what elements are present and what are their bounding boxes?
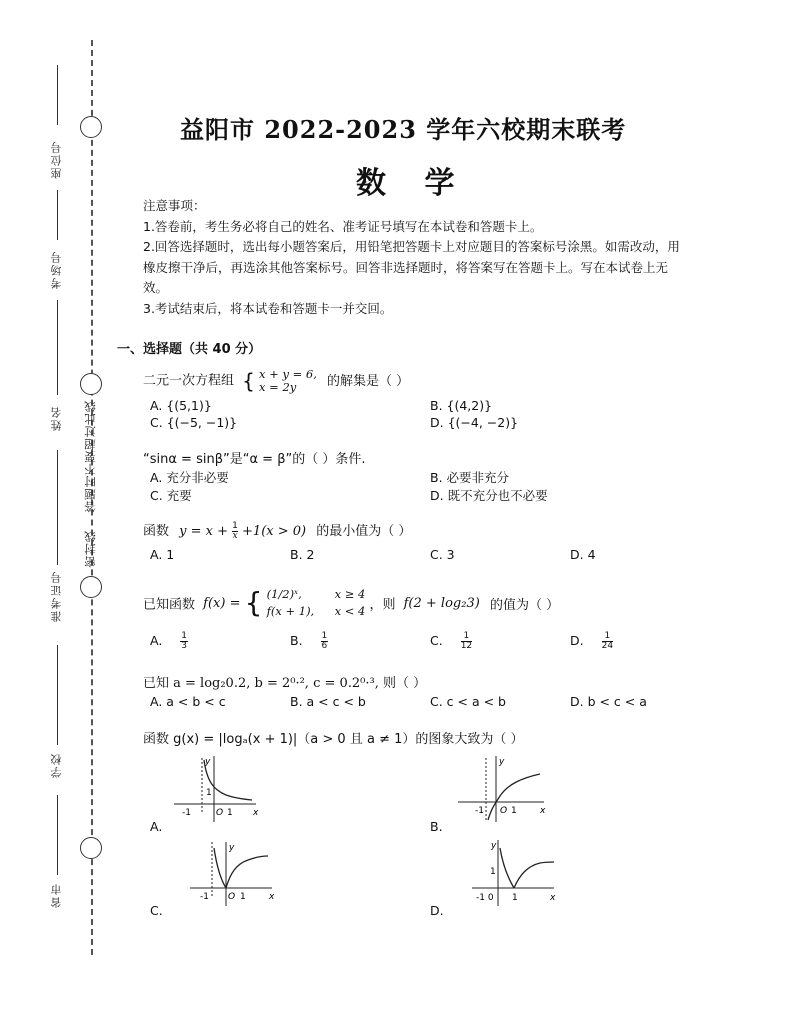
- q1-prefix: 二元一次方程组: [143, 373, 235, 389]
- q5-option-b[interactable]: B. a < c < b: [290, 694, 366, 709]
- binding-hole: [80, 837, 102, 859]
- question-6-stem: 函数 g(x) = |logₐ(x + 1)|（a > 0 且 a ≠ 1）的图象大致为（ ）: [143, 732, 524, 747]
- axis-label-y: y: [205, 757, 211, 767]
- q1-eq2: x = 2y: [259, 380, 297, 394]
- q2-option-b[interactable]: B. 必要非充分: [430, 470, 510, 485]
- q6-graph-a[interactable]: [172, 752, 262, 824]
- question-1-stem: [143, 368, 409, 394]
- q4-option-c[interactable]: [430, 632, 472, 651]
- q1-suffix: 的解集是（ ）: [327, 373, 410, 389]
- q4-cases: [267, 586, 366, 620]
- q3-option-d[interactable]: D. 4: [570, 547, 596, 562]
- axis-label-x: x: [253, 808, 259, 818]
- q4-option-a[interactable]: [150, 632, 188, 651]
- q6-graph-c[interactable]: [188, 838, 278, 908]
- axis-label-y: y: [229, 843, 235, 853]
- q4-fx: f(x) =: [203, 595, 241, 611]
- tick-label-1: 1: [511, 806, 517, 816]
- question-4-stem: [143, 586, 559, 620]
- origin-label: O: [228, 892, 236, 902]
- q6-graph-b[interactable]: [456, 752, 551, 824]
- axis-label-x: x: [540, 806, 546, 816]
- section-heading: 一、选择题（共 40 分）: [117, 342, 262, 357]
- q1-option-b[interactable]: B. {(4,2)}: [430, 398, 493, 413]
- notes-heading: 注意事项：: [143, 198, 206, 213]
- q4-suffix: 的值为（ ）: [489, 597, 560, 613]
- axis-label-y: y: [491, 841, 497, 851]
- q1-option-c[interactable]: C. {(−5, −1)}: [150, 415, 238, 430]
- q3-option-c[interactable]: C. 3: [430, 547, 455, 562]
- frac-den: 12: [460, 641, 473, 651]
- notes-item: 2.回答选择题时，选出每小题答案后，用铅笔把答题卡上对应题目的答案标号涂黑。如需改动，用橡皮擦干净后，再选涂其他答案标号。回答非选择题时，将答案写在答题卡上。写在本试卷上无效。: [143, 239, 680, 295]
- tick-label-neg1-0: -1 0: [476, 893, 494, 903]
- exam-room-label: 考场号: [50, 250, 63, 289]
- notes-item: 1.答卷前，考生务必将自己的姓名、准考证号填写在本试卷和答题卡上。: [143, 218, 543, 234]
- axis-label-x: x: [550, 893, 556, 903]
- fill-line: [57, 645, 58, 745]
- q2-option-c[interactable]: C. 充要: [150, 488, 192, 503]
- fill-line: [57, 300, 58, 395]
- seal-line-label: 密封线: [83, 530, 97, 568]
- q5-option-a[interactable]: A. a < b < c: [150, 694, 226, 709]
- q6-option-b[interactable]: B.: [430, 819, 443, 834]
- frac-den: 24: [601, 641, 614, 651]
- q1-eq1: x + y = 6,: [259, 367, 317, 381]
- province-city-label: 省市: [50, 882, 63, 908]
- tick-label-1: 1: [512, 893, 518, 903]
- exam-notes: [143, 196, 683, 319]
- q4-option-b[interactable]: [290, 632, 328, 651]
- tick-label-1: 1: [206, 788, 212, 798]
- tick-label-1: 1: [490, 867, 496, 877]
- school-label: 学校: [50, 752, 63, 778]
- axis-label-y: y: [499, 757, 505, 767]
- option-label: C.: [430, 633, 443, 648]
- q3-option-b[interactable]: B. 2: [290, 547, 315, 562]
- q6-graph-d[interactable]: [470, 836, 560, 908]
- tick-label-neg1: -1: [182, 808, 191, 818]
- tick-label-neg1: -1: [475, 806, 484, 816]
- q3-prefix: 函数: [143, 524, 170, 539]
- q3-frac-den: x: [232, 531, 238, 541]
- q4-option-d[interactable]: [570, 632, 613, 651]
- frac-num: 1: [602, 632, 613, 642]
- question-5-stem: 已知 a = log₂0.2, b = 2⁰·², c = 0.2⁰·³, 则（ ）: [143, 676, 427, 691]
- binding-hole: [80, 576, 102, 598]
- name-label: 姓名: [50, 405, 63, 431]
- notes-item: 3.考试结束后，将本试卷和答题卡一并交回。: [143, 300, 393, 316]
- q2-option-a[interactable]: A. 充分非必要: [150, 470, 229, 485]
- tick-label-neg1: -1: [200, 892, 209, 902]
- q4-case1-cond: x ≥ 4: [334, 587, 366, 601]
- q2-option-d[interactable]: D. 既不充分也不必要: [430, 488, 548, 503]
- option-label: A.: [150, 633, 163, 648]
- fill-line: [57, 795, 58, 875]
- q4-target: f(2 + log₂3): [403, 595, 480, 611]
- binding-hole: [80, 373, 102, 395]
- q3-fraction: [232, 522, 238, 541]
- fill-line: [57, 65, 58, 125]
- q3-option-a[interactable]: A. 1: [150, 547, 175, 562]
- q3-expr-b: +1(x > 0): [242, 524, 307, 539]
- binding-hole: [80, 116, 102, 138]
- q1-option-d[interactable]: D. {(−4, −2)}: [430, 415, 519, 430]
- q4-mid: ，则: [369, 597, 396, 613]
- tick-label-1: 1: [227, 808, 233, 818]
- question-3-stem: [143, 520, 411, 541]
- frac-den: 6: [321, 641, 328, 651]
- subject-title: 数 学: [356, 166, 469, 201]
- q6-option-a[interactable]: A.: [150, 819, 163, 834]
- q1-system: [259, 368, 317, 394]
- tick-label-1: 1: [240, 892, 246, 902]
- fill-line: [57, 450, 58, 565]
- curve-left: [214, 848, 226, 888]
- frac-num: 1: [461, 632, 472, 642]
- option-fraction: [321, 632, 329, 651]
- brace-icon: {: [244, 586, 263, 619]
- brace-icon: {: [242, 369, 255, 393]
- fill-line: [57, 190, 58, 240]
- exam-title: 益阳市 2022-2023 学年六校期末联考: [180, 115, 627, 144]
- question-2-stem: “sinα = sinβ”是“α = β”的（ ）条件.: [143, 452, 366, 467]
- origin-label: O: [500, 806, 508, 816]
- q4-case1-expr: (1/2)ˣ,: [266, 587, 302, 601]
- frac-den: 3: [181, 641, 188, 651]
- q3-suffix: 的最小值为（ ）: [316, 524, 412, 539]
- seat-number-label: 座位号: [50, 140, 63, 179]
- frac-num: 1: [321, 631, 328, 641]
- seal-note: 答题时不要超过此线: [83, 400, 97, 513]
- q5-option-c[interactable]: C. c < a < b: [430, 694, 506, 709]
- option-fraction: [461, 632, 472, 651]
- origin-label: O: [216, 808, 224, 818]
- option-fraction: [602, 632, 613, 651]
- option-label: D.: [570, 633, 584, 648]
- exam-id-label: 准考证号: [50, 570, 63, 622]
- q5-option-d[interactable]: D. b < c < a: [570, 694, 647, 709]
- q3-frac-num: 1: [232, 521, 238, 531]
- option-label: B.: [290, 633, 303, 648]
- q6-option-c[interactable]: C.: [150, 903, 163, 918]
- q4-case2-cond: x < 4: [334, 604, 366, 618]
- q6-option-d[interactable]: D.: [430, 903, 444, 918]
- curve-left: [500, 848, 514, 888]
- q3-expr-a: y = x +: [179, 524, 229, 539]
- q1-option-a[interactable]: A. {(5,1)}: [150, 398, 212, 413]
- option-fraction: [180, 632, 188, 651]
- curve-right: [226, 856, 268, 888]
- curve-right: [514, 862, 554, 888]
- q4-prefix: 已知函数: [143, 597, 196, 613]
- frac-num: 1: [181, 631, 188, 641]
- q4-case2-expr: f(x + 1),: [266, 604, 315, 618]
- axis-label-x: x: [269, 892, 275, 902]
